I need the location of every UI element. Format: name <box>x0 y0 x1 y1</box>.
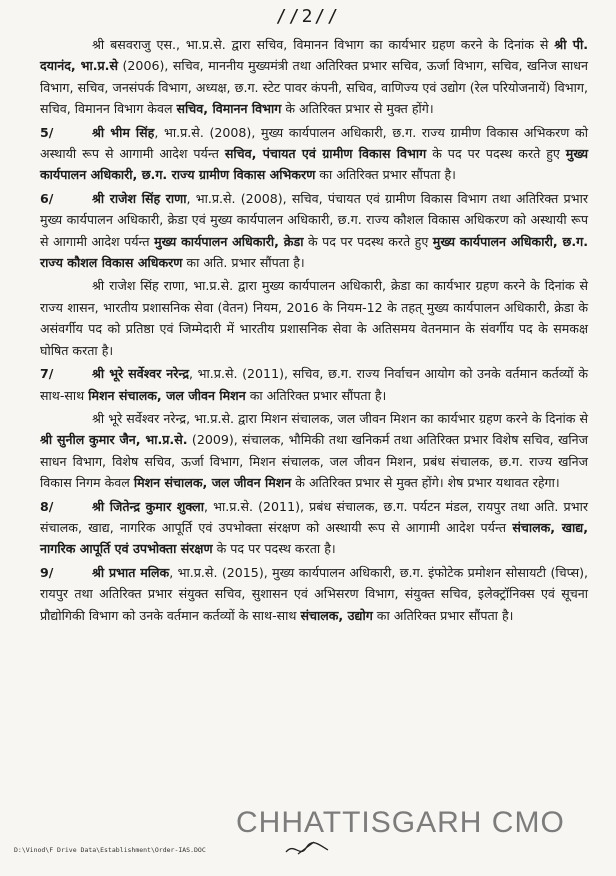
paragraph-number: 8/ <box>40 498 54 514</box>
bold-text-segment: संचालक, उद्योग <box>300 607 373 623</box>
text-segment: का अतिरिक्त प्रभार सौंपता है। <box>245 387 387 403</box>
text-segment: के अतिरिक्त प्रभार से मुक्त होंगे। <box>281 101 434 117</box>
text-segment: के पद पर पदस्थ करते हुए <box>426 146 566 162</box>
bold-text-segment: संचालक, खाद्य, नागरिक आपूर्ति एवं उपभोक्ता संरक्षण <box>40 519 589 557</box>
order-paragraph <box>40 363 588 406</box>
text-segment: , भा.प्र.से. (2008), सचिव, पंचायत एवं ग्रामीण विकास विभाग तथा अतिरिक्त प्रभार मुख्य कार्यपालन अधिकारी, क्रेडा एवं मुख्य कार्यपालन अधिकारी, छ.ग. राज्य कौशल विकास अधिकरण को अस्थायी रूप से आगामी आदेश पर्यन्त <box>40 190 588 249</box>
bold-text-segment: श्री भूरे सर्वेश्वर नरेन्द्र <box>92 366 190 382</box>
text-segment: का अतिरिक्त प्रभार सौंपता है। <box>372 607 514 623</box>
text-segment: (2009), संचालक, भौमिकी तथा खनिकर्म तथा अतिरिक्त प्रभार विशेष सचिव, खनिज साधन विभाग, विशेष सचिव, ऊर्जा विभाग, मिशन संचालक, जल जीवन मिशन, प्रबंध संचालक, छ.ग. राज्य खनिज विकास निगम केवल <box>40 432 588 491</box>
paragraph-number: 5/ <box>40 124 54 140</box>
text-segment: का अति. प्रभार सौंपता है। <box>182 255 305 271</box>
text-segment: का अतिरिक्त प्रभार सौंपता है। <box>315 167 456 183</box>
bold-text-segment: मुख्य कार्यपालन अधिकारी, छ.ग. राज्य कौशल विकास अधिकरण <box>40 233 588 271</box>
paragraph-number: 6/ <box>40 190 54 206</box>
text-segment: के पद पर पदस्थ करते हुए <box>303 233 433 249</box>
order-paragraph <box>40 188 588 274</box>
paragraph-number: 9/ <box>40 564 54 580</box>
text-segment: श्री राजेश सिंह राणा, भा.प्र.से. द्वारा मुख्य कार्यपालन अधिकारी, क्रेडा का कार्यभार ग्रहण करने के दिनांक से राज्य शासन, भारतीय प्रशासनिक सेवा (वेतन) नियम, 2016 के नियम-12 के तहत् मुख्य कार्यपालन अधिकारी, क्रेडा के असंवर्गीय पद को प्रतिष्ठा एवं जिम्मेदारी में भारतीय प्रशासनिक सेवा के अतिसमय वेतनमान के संवर्गीय पद के समकक्ष घोषित करता है। <box>40 278 588 358</box>
text-segment: , भा.प्र.से. (2011), सचिव, छ.ग. राज्य निर्वाचन आयोग को उनके वर्तमान कर्तव्यों के साथ-साथ <box>40 366 588 403</box>
order-paragraph <box>40 34 588 120</box>
bold-text-segment: मिशन संचालक, जल जीवन मिशन <box>133 475 292 491</box>
bold-text-segment: मिशन संचालक, जल जीवन मिशन <box>88 387 246 403</box>
order-paragraph <box>40 122 588 186</box>
text-segment: , भा.प्र.से. (2015), मुख्य कार्यपालन अधिकारी, छ.ग. इंफोटेक प्रमोशन सोसायटी (चिप्स), रायपुर तथा अतिरिक्त प्रभार संयुक्त सचिव, सुशासन एवं अभिसरण विभाग, संयुक्त सचिव, इलेक्ट्रॉनिक्स एवं सूचना प्रौद्योगिकी विभाग को उनके वर्तमान कर्तव्यों के साथ-साथ <box>40 564 588 623</box>
bold-text-segment: सचिव, पंचायत एवं ग्रामीण विकास विभाग <box>224 146 427 162</box>
bold-text-segment: श्री जितेन्द्र कुमार शुक्ला <box>92 498 204 514</box>
bold-text-segment: श्री प्रभात मलिक <box>92 564 170 580</box>
bold-text-segment: मुख्य कार्यपालन अधिकारी, छ.ग. राज्य ग्रामीण विकास अभिकरण <box>40 146 588 183</box>
order-body <box>40 34 588 628</box>
file-path-footer: D:\Vinod\F Drive Data\Establishment\Order-IAS.DOC <box>14 846 206 854</box>
order-paragraph <box>40 408 588 494</box>
text-segment: श्री भूरे सर्वेश्वर नरेन्द्र, भा.प्र.से. द्वारा मिशन संचालक, जल जीवन मिशन का कार्यभार ग्रहण करने के दिनांक से <box>92 410 588 426</box>
bold-text-segment: श्री सुनील कुमार जैन, भा.प्र.से. <box>40 432 188 448</box>
text-segment: , भा.प्र.से. (2011), प्रबंध संचालक, छ.ग. पर्यटन मंडल, रायपुर तथा अति. प्रभार संचालक, खाद्य, नागरिक आपूर्ति एवं उपभोक्ता संरक्षण को अस्थायी रूप से आगामी आदेश पर्यन्त <box>40 498 588 535</box>
text-segment: के पद पर पदस्थ करता है। <box>212 541 336 557</box>
bold-text-segment: श्री भीम सिंह <box>92 124 155 140</box>
order-paragraph <box>40 562 588 626</box>
text-segment: (2006), सचिव, माननीय मुख्यमंत्री तथा अतिरिक्त प्रभार सचिव, ऊर्जा विभाग, सचिव, खनिज साधन विभाग, सचिव, जनसंपर्क विभाग, अध्यक्ष, छ.ग. स्टेट पावर कंपनी, सचिव, वाणिज्य एवं उद्योग (रेल परियोजनायें) विभाग, सचिव, विमानन विभाग केवल <box>40 58 588 117</box>
bold-text-segment: सचिव, विमानन विभाग <box>176 101 282 117</box>
bold-text-segment: श्री पी. दयानंद, भा.प्र.से <box>40 37 588 74</box>
text-segment: , भा.प्र.से. (2008), मुख्य कार्यपालन अधिकारी, छ.ग. राज्य ग्रामीण विकास अभिकरण को अस्थायी रूप से आगामी आदेश पर्यन्त <box>40 124 588 162</box>
order-paragraph <box>40 275 588 361</box>
bold-text-segment: मुख्य कार्यपालन अधिकारी, क्रेडा <box>154 233 304 249</box>
text-segment: श्री बसवराजु एस., भा.प्र.से. द्वारा सचिव, विमानन विभाग का कार्यभार ग्रहण करने के दिनांक से <box>92 37 555 52</box>
bold-text-segment: श्री राजेश सिंह राणा <box>92 190 187 206</box>
watermark: CHHATTISGARH CMO <box>236 806 565 839</box>
paragraph-number: 7/ <box>40 366 54 382</box>
text-segment: के अतिरिक्त प्रभार से मुक्त होंगे। शेष प्रभार यथावत रहेगा। <box>291 475 560 491</box>
page-number: //2// <box>275 6 341 27</box>
signature-mark <box>284 838 330 862</box>
order-paragraph <box>40 496 588 560</box>
